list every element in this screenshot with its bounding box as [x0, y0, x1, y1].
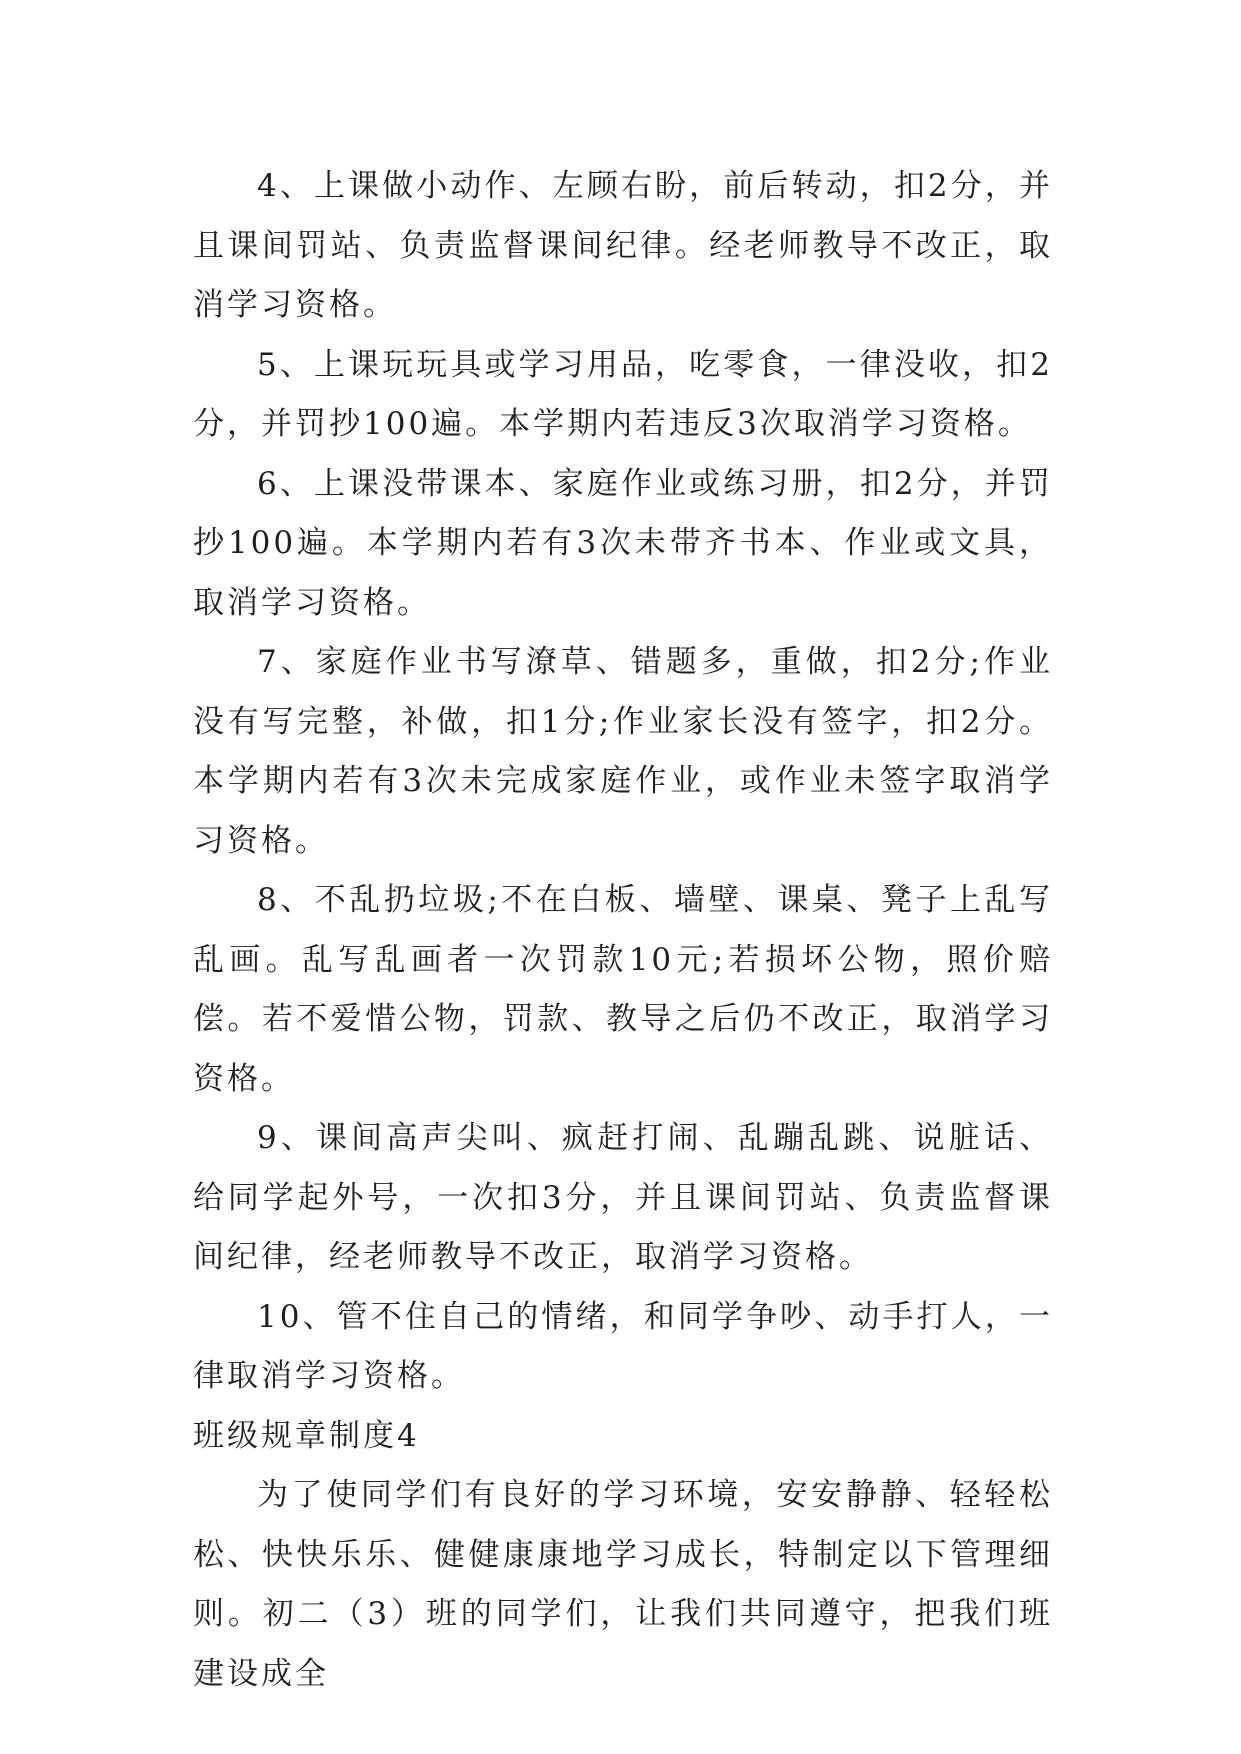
rule-7-paragraph: 7、家庭作业书写潦草、错题多，重做，扣2分;作业没有写完整，补做，扣1分;作业家长没有签字，扣2分。本学期内若有3次未完成家庭作业，或作业未签字取消学习资格。 — [193, 644, 1053, 859]
rule-9-paragraph: 9、课间高声尖叫、疯赶打闹、乱蹦乱跳、说脏话、给同学起外号，一次扣3分，并且课间罚站、负责监督课间纪律，经老师教导不改正，取消学习资格。 — [193, 1120, 1053, 1275]
rule-8-paragraph: 8、不乱扔垃圾;不在白板、墙壁、课桌、凳子上乱写乱画。乱写乱画者一次罚款10元;若损坏公物，照价赔偿。若不爱惜公物，罚款、教导之后仍不改正，取消学习资格。 — [193, 882, 1053, 1097]
document-page — [193, 157, 1053, 1704]
rule-5-paragraph: 5、上课玩玩具或学习用品，吃零食，一律没收，扣2分，并罚抄100遍。本学期内若违反3次取消学习资格。 — [193, 346, 1053, 442]
rule-4-paragraph: 4、上课做小动作、左顾右盼，前后转动，扣2分，并且课间罚站、负责监督课间纪律。经老师教导不改正，取消学习资格。 — [193, 168, 1053, 323]
rule-6-paragraph: 6、上课没带课本、家庭作业或练习册，扣2分，并罚抄100遍。本学期内若有3次未带齐书本、作业或文具，取消学习资格。 — [193, 465, 1053, 621]
intro-paragraph: 为了使同学们有良好的学习环境，安安静静、轻轻松松、快快乐乐、健健康康地学习成长，特制定以下管理细则。初二（3）班的同学们，让我们共同遵守，把我们班建设成全 — [193, 1477, 1053, 1692]
section-heading: 班级规章制度4 — [193, 1417, 420, 1454]
rule-10-paragraph: 10、管不住自己的情绪，和同学争吵、动手打人，一律取消学习资格。 — [193, 1298, 1053, 1394]
